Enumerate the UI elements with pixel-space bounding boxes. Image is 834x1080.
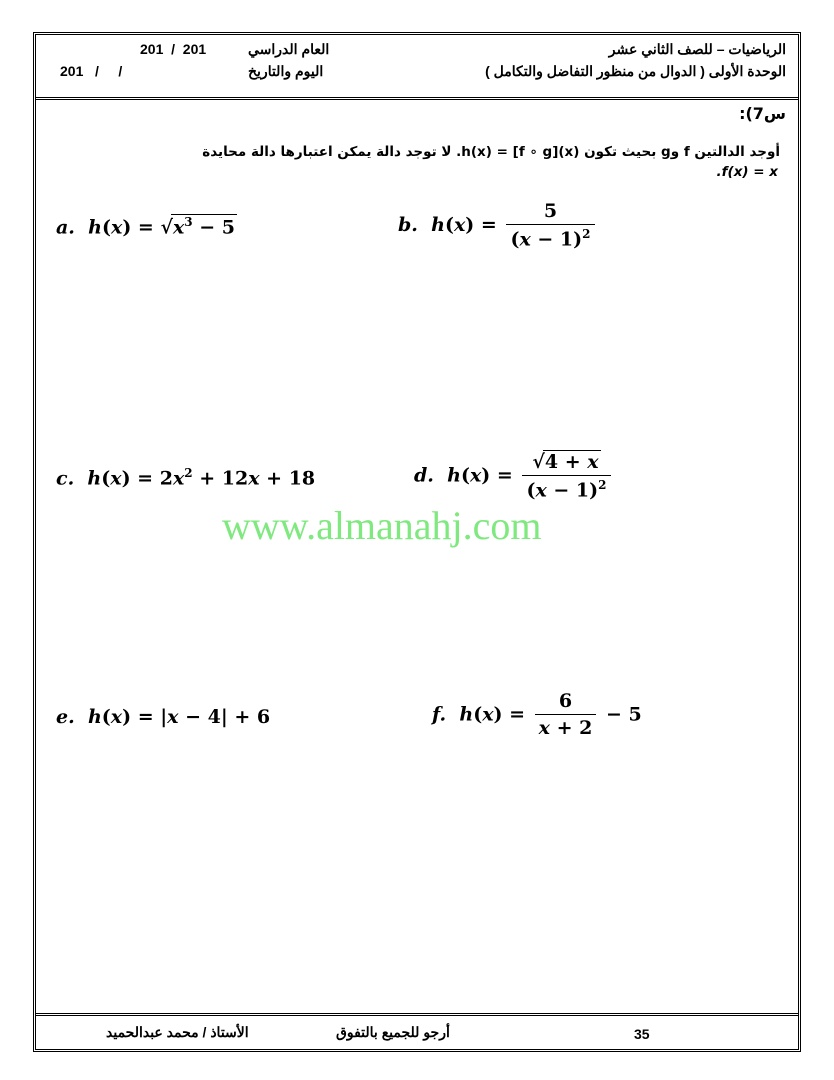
question-number: س7):: [739, 104, 786, 123]
problem-d: d. h(x) = $\frac{√4 + x}{(x - 1)^2}$: [414, 450, 614, 501]
problem-f: f. h(x) = $\frac{6}{x + 2}$ − 5: [432, 690, 642, 739]
problem-b: b. h(x) = $\frac{5}{(x - 1)^2}$: [398, 200, 598, 250]
problem-d-label: d.: [414, 464, 434, 487]
problem-e: e. h(x) = |x − 4| + 6: [56, 706, 271, 728]
subject-line: الرياضيات – للصف الثاني عشر: [608, 41, 786, 57]
date-label: اليوم والتاريخ: [248, 63, 324, 79]
footer-wish: أرجو للجميع بالتفوق: [336, 1024, 450, 1040]
date-value: 201 / /: [60, 63, 123, 79]
problem-c-label: c.: [56, 467, 75, 490]
problem-a-label: a.: [56, 216, 75, 239]
problem-a: a. $h(x) = √x^3 - 5$: [56, 215, 236, 239]
problem-b-label: b.: [398, 214, 418, 237]
problem-f-label: f.: [432, 703, 447, 726]
problem-e-label: e.: [56, 706, 75, 728]
unit-line: الوحدة الأولى ( الدوال من منظور التفاضل والتكامل ): [485, 63, 786, 79]
footer-teacher: الأستاذ / محمد عبدالحميد: [106, 1024, 249, 1040]
footer: [36, 1013, 798, 1052]
watermark: www.almanahj.com: [222, 503, 542, 548]
question-text-line2: .f(x) = x: [716, 164, 778, 180]
year-label: العام الدراسي: [248, 41, 330, 57]
header: [36, 35, 798, 100]
page-number: 35: [634, 1026, 650, 1042]
problem-c: c. $h(x) = 2x^2 + 12x + 18$: [56, 466, 316, 490]
question-text: أوجد الدالتين f وg بحيث تكون h(x) = [f ∘ g](x). لا توجد دالة يمكن اعتبارها دالة محايدة: [202, 144, 780, 160]
year-value: 201 / 201: [140, 41, 207, 57]
